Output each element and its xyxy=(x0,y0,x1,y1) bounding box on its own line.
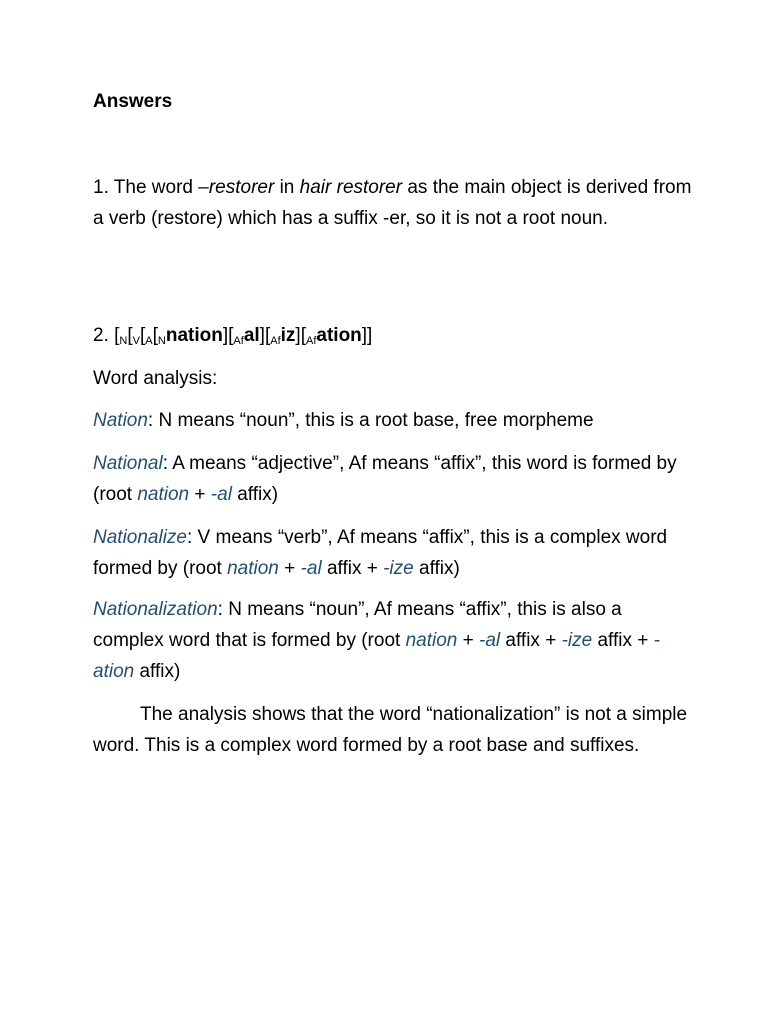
term-nation: Nation xyxy=(93,410,148,431)
bracket-close: ]] xyxy=(361,325,373,346)
answer-1-in: in xyxy=(274,177,300,198)
label-n: N xyxy=(119,335,128,347)
definition-text: affix + xyxy=(321,558,384,579)
affix-iz: iz xyxy=(280,325,296,346)
bracket-pair: ][ xyxy=(259,325,271,346)
plus-sign: + xyxy=(457,630,480,651)
definition-text: affix) xyxy=(231,484,279,505)
term-root-nation: nation xyxy=(405,630,458,651)
bracket-pair: ][ xyxy=(295,325,306,346)
definition-nationalize xyxy=(93,522,693,584)
conclusion-paragraph: The analysis shows that the word “nationalization” is not a simple word. This is a complex word formed by a root base and suffixes. xyxy=(93,704,688,756)
definition-text: affix) xyxy=(134,661,181,682)
term-national: National xyxy=(93,453,163,474)
term-al: -al xyxy=(300,558,322,579)
definition-nation xyxy=(93,405,693,436)
affix-al: al xyxy=(243,325,260,346)
term-nationalization: Nationalization xyxy=(93,599,218,620)
term-nationalize: Nationalize xyxy=(93,527,187,548)
definition-text: affix) xyxy=(413,558,460,579)
definition-text: : V means “verb”, Af means “affix”, this is a complex word formed by (root xyxy=(93,527,668,579)
term-root-nation: nation xyxy=(227,558,279,579)
definition-nationalization xyxy=(93,594,693,687)
term-ize: -ize xyxy=(561,630,593,651)
label-n: N xyxy=(157,335,166,347)
definition-text: : N means “noun”, Af means “affix”, this is also a complex word that is formed by (root xyxy=(93,599,622,651)
bracket-open: [ xyxy=(127,325,133,346)
answer-2-formula xyxy=(93,320,693,351)
label-af: Af xyxy=(233,335,244,347)
label-a: A xyxy=(145,335,153,347)
definition-text: affix + xyxy=(592,630,654,651)
plus-sign: + xyxy=(278,558,301,579)
bracket-open: [ xyxy=(152,325,158,346)
label-af: Af xyxy=(305,335,317,347)
bracket-pair: ][ xyxy=(222,325,234,346)
answer-1-prefix: 1. The word xyxy=(93,177,199,198)
label-af: Af xyxy=(270,335,281,347)
answers-heading: Answers xyxy=(93,91,173,112)
answer-1-paragraph xyxy=(93,172,693,234)
term-ation: -ation xyxy=(93,630,660,682)
answer-1-rest: as the main object is derived from a verb (restore) which has a suffix -er, so it is not a root noun. xyxy=(93,177,692,229)
affix-ation: ation xyxy=(316,325,362,346)
label-v: V xyxy=(132,335,140,347)
definition-text: : A means “adjective”, Af means “affix”, this word is formed by (root xyxy=(93,453,677,505)
plus-sign: + xyxy=(189,484,211,505)
bracket-open: [ xyxy=(139,325,146,346)
definition-text: : N means “noun”, this is a root base, free morpheme xyxy=(147,410,594,431)
word-analysis-label: Word analysis: xyxy=(93,368,218,389)
answer-2-number: 2. xyxy=(93,325,115,346)
term-al: -al xyxy=(210,484,232,505)
definition-national xyxy=(93,448,693,510)
answer-1-phrase: hair restorer xyxy=(299,177,403,198)
root-nation: nation xyxy=(165,325,223,346)
term-root-nation: nation xyxy=(137,484,190,505)
answer-1-word: –restorer xyxy=(198,177,275,198)
term-ize: -ize xyxy=(383,558,414,579)
term-al: -al xyxy=(479,630,501,651)
bracket-open: [ xyxy=(114,325,120,346)
definition-text: affix + xyxy=(500,630,562,651)
